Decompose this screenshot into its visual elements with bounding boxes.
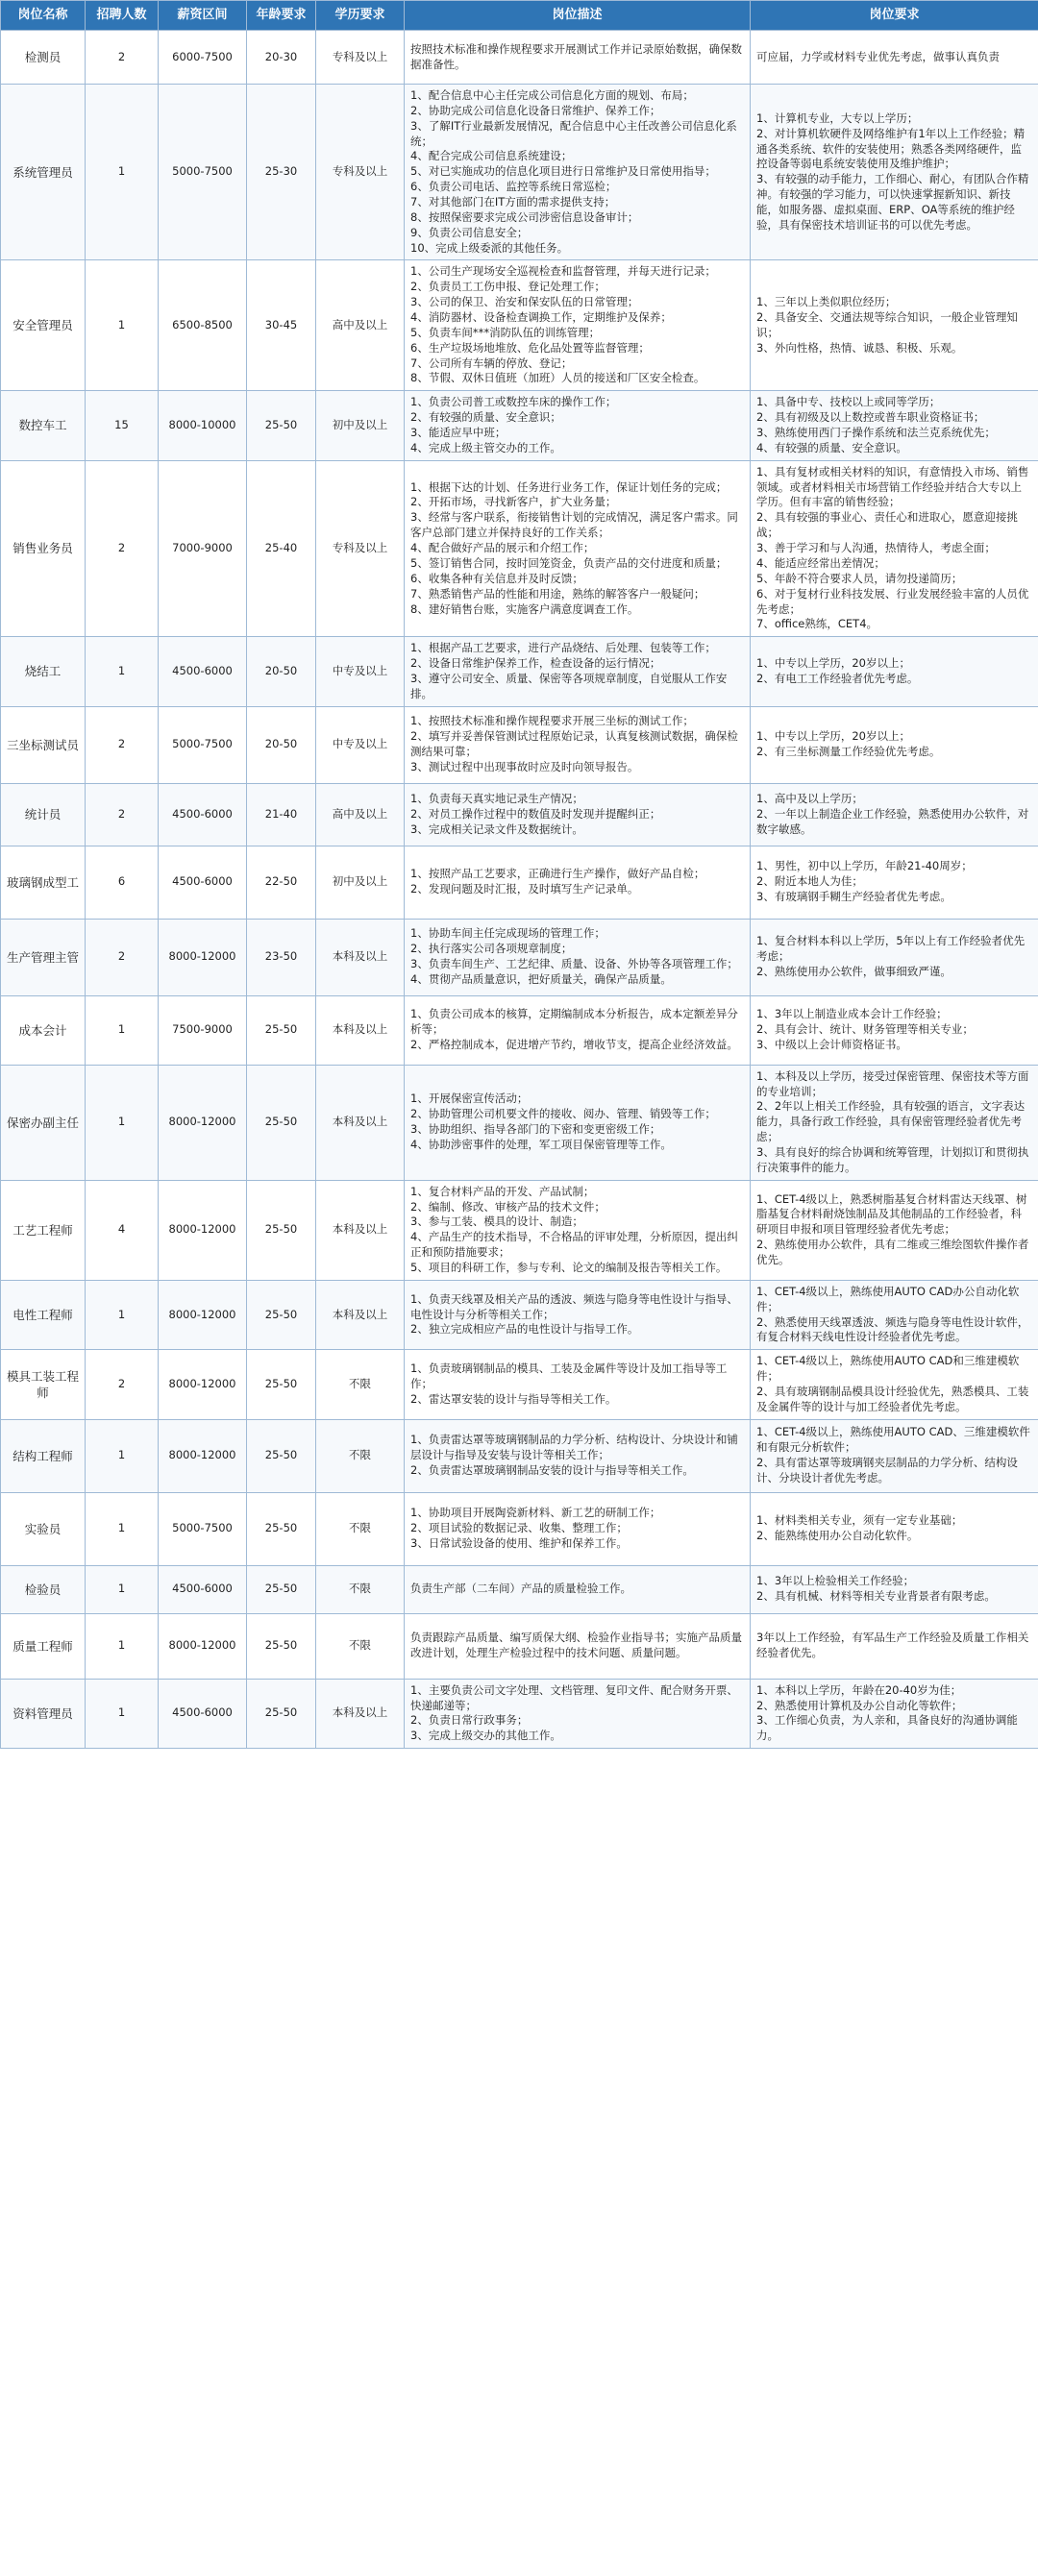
hire-count-cell: 1 [86, 85, 159, 260]
hire-count-cell: 4 [86, 1180, 159, 1280]
job-description-cell: 1、负责公司成本的核算，定期编制成本分析报告，成本定额差异分析等； 2、严格控制成本，促进增产节约，增收节支，提高企业经济效益。 [405, 995, 751, 1065]
salary-range-cell: 7500-9000 [159, 995, 247, 1065]
job-name-cell: 三坐标测试员 [1, 706, 86, 783]
header-cell-name: 岗位名称 [1, 1, 86, 31]
table-row [1, 1492, 1038, 1565]
table-row [1, 846, 1038, 919]
education-requirement-cell: 不限 [316, 1613, 405, 1679]
education-requirement-cell: 初中及以上 [316, 391, 405, 460]
hire-count-cell: 1 [86, 1419, 159, 1492]
age-requirement-cell: 25-50 [247, 1679, 316, 1748]
job-name-cell: 数控车工 [1, 391, 86, 460]
job-requirements-cell: 1、CET-4级以上，熟练使用AUTO CAD办公自动化软件； 2、熟悉使用天线罩透波、频选与隐身等电性设计软件，有复合材料天线电性设计经验者优先考虑。 [751, 1280, 1038, 1349]
education-requirement-cell: 专科及以上 [316, 31, 405, 85]
age-requirement-cell: 25-30 [247, 85, 316, 260]
education-requirement-cell: 本科及以上 [316, 1679, 405, 1748]
education-requirement-cell: 本科及以上 [316, 1180, 405, 1280]
job-name-cell: 烧结工 [1, 637, 86, 706]
job-name-cell: 资料管理员 [1, 1679, 86, 1748]
hire-count-cell: 2 [86, 919, 159, 995]
job-requirements-cell: 3年以上工作经验，有军品生产工作经验及质量工作相关经验者优先。 [751, 1613, 1038, 1679]
age-requirement-cell: 25-40 [247, 460, 316, 636]
age-requirement-cell: 25-50 [247, 1492, 316, 1565]
hire-count-cell: 2 [86, 460, 159, 636]
job-name-cell: 系统管理员 [1, 85, 86, 260]
job-name-cell: 实验员 [1, 1492, 86, 1565]
job-name-cell: 检测员 [1, 31, 86, 85]
job-name-cell: 销售业务员 [1, 460, 86, 636]
job-name-cell: 生产管理主管 [1, 919, 86, 995]
table-row [1, 637, 1038, 706]
hire-count-cell: 1 [86, 995, 159, 1065]
job-requirements-cell: 1、CET-4级以上，熟练使用AUTO CAD、三维建模软件和有限元分析软件； 2、具有雷达罩等玻璃钢夹层制品的力学分析、结构设计、分块设计者优先考虑。 [751, 1419, 1038, 1492]
salary-range-cell: 8000-12000 [159, 1180, 247, 1280]
table-row [1, 706, 1038, 783]
hire-count-cell: 1 [86, 1679, 159, 1748]
job-requirements-cell: 1、3年以上检验相关工作经验； 2、具有机械、材料等相关专业背景者有限考虑。 [751, 1565, 1038, 1613]
education-requirement-cell: 高中及以上 [316, 783, 405, 846]
age-requirement-cell: 25-50 [247, 1350, 316, 1419]
job-requirements-cell: 1、本科以上学历，年龄在20-40岁为佳； 2、熟悉使用计算机及办公自动化等软件； 3、工作细心负责，为人亲和，具备良好的沟通协调能力。 [751, 1679, 1038, 1748]
age-requirement-cell: 21-40 [247, 783, 316, 846]
salary-range-cell: 8000-12000 [159, 1065, 247, 1180]
salary-range-cell: 5000-7500 [159, 706, 247, 783]
salary-range-cell: 4500-6000 [159, 783, 247, 846]
hire-count-cell: 1 [86, 1065, 159, 1180]
hire-count-cell: 2 [86, 783, 159, 846]
education-requirement-cell: 专科及以上 [316, 85, 405, 260]
salary-range-cell: 4500-6000 [159, 846, 247, 919]
job-description-cell: 1、配合信息中心主任完成公司信息化方面的规划、布局； 2、协助完成公司信息化设备日常维护、保养工作； 3、了解IT行业最新发展情况，配合信息中心主任改善公司信息化系统； 4、配合完成公司信息系统建设； 5、对已实施成功的信息化项目进行日常维护及日常使用指导； 6、负责公司电话、监控等系统日常巡检； 7、对其他部门在IT方面的需求提供支持； 8、按照保密要求完成公司涉密信息设备审计； 9、负责公司信息安全； 10、完成上级委派的其他任务。 [405, 85, 751, 260]
job-name-cell: 玻璃钢成型工 [1, 846, 86, 919]
education-requirement-cell: 中专及以上 [316, 706, 405, 783]
job-name-cell: 质量工程师 [1, 1613, 86, 1679]
education-requirement-cell: 本科及以上 [316, 995, 405, 1065]
table-row [1, 1679, 1038, 1748]
hire-count-cell: 1 [86, 1492, 159, 1565]
job-requirements-cell: 1、材料类相关专业，须有一定专业基础； 2、能熟练使用办公自动化软件。 [751, 1492, 1038, 1565]
age-requirement-cell: 25-50 [247, 1065, 316, 1180]
header-row [1, 1, 1038, 31]
job-description-cell: 1、按照产品工艺要求，正确进行生产操作，做好产品自检； 2、发现问题及时汇报，及时填写生产记录单。 [405, 846, 751, 919]
education-requirement-cell: 不限 [316, 1350, 405, 1419]
table-row [1, 31, 1038, 85]
job-name-cell: 模具工装工程师 [1, 1350, 86, 1419]
job-requirements-cell: 1、复合材料本科以上学历，5年以上有工作经验者优先考虑； 2、熟练使用办公软件，做事细致严谨。 [751, 919, 1038, 995]
hire-count-cell: 6 [86, 846, 159, 919]
hire-count-cell: 15 [86, 391, 159, 460]
table-row [1, 1419, 1038, 1492]
salary-range-cell: 8000-12000 [159, 1350, 247, 1419]
job-description-cell: 1、根据下达的计划、任务进行业务工作，保证计划任务的完成； 2、开拓市场，寻找新客户，扩大业务量； 3、经常与客户联系，衔接销售计划的完成情况，满足客户需求。同客户总部门建立并保持良好的工作关系； 4、配合做好产品的展示和介绍工作； 5、签订销售合同，按时回笼资金，负责产品的交付进度和质量； 6、收集各种有关信息并及时反馈； 7、熟悉销售产品的性能和用途，熟练的解答客户一般疑问； 8、建好销售台账，实施客户满意度调查工作。 [405, 460, 751, 636]
hire-count-cell: 1 [86, 637, 159, 706]
job-description-cell: 1、协助项目开展陶瓷新材料、新工艺的研制工作； 2、项目试验的数据记录、收集、整理工作； 3、日常试验设备的使用、维护和保养工作。 [405, 1492, 751, 1565]
job-name-cell: 电性工程师 [1, 1280, 86, 1349]
job-description-cell: 1、公司生产现场安全巡视检查和监督管理，并每天进行记录； 2、负责员工工伤申报、登记处理工作； 3、公司的保卫、治安和保安队伍的日常管理； 4、消防器材、设备检查调换工作，定期维护及保养； 5、负责车间***消防队伍的训练管理； 6、生产垃圾场地堆放、危化品处置等监督管理； 7、公司所有车辆的停放、登记； 8、节假、双休日值班（加班）人员的接送和厂区安全检查。 [405, 260, 751, 391]
hire-count-cell: 2 [86, 31, 159, 85]
job-description-cell: 1、按照技术标准和操作规程要求开展三坐标的测试工作； 2、填写并妥善保管测试过程原始记录，认真复核测试数据，确保检测结果可靠； 3、测试过程中出现事故时应及时向领导报告。 [405, 706, 751, 783]
education-requirement-cell: 初中及以上 [316, 846, 405, 919]
job-name-cell: 安全管理员 [1, 260, 86, 391]
education-requirement-cell: 高中及以上 [316, 260, 405, 391]
salary-range-cell: 4500-6000 [159, 1679, 247, 1748]
job-requirements-cell: 1、男性，初中以上学历，年龄21-40周岁； 2、附近本地人为佳； 3、有玻璃钢手糊生产经验者优先考虑。 [751, 846, 1038, 919]
job-description-cell: 1、负责雷达罩等玻璃钢制品的力学分析、结构设计、分块设计和铺层设计与指导及安装与设计等相关工作； 2、负责雷达罩玻璃钢制品安装的设计与指导等相关工作。 [405, 1419, 751, 1492]
salary-range-cell: 4500-6000 [159, 637, 247, 706]
education-requirement-cell: 不限 [316, 1419, 405, 1492]
salary-range-cell: 5000-7500 [159, 1492, 247, 1565]
education-requirement-cell: 专科及以上 [316, 460, 405, 636]
job-description-cell: 1、开展保密宣传活动； 2、协助管理公司机要文件的接收、阅办、管理、销毁等工作； 3、协助组织、指导各部门的下密和变更密级工作； 4、协助涉密事件的处理，军工项目保密管理等工作。 [405, 1065, 751, 1180]
education-requirement-cell: 中专及以上 [316, 637, 405, 706]
age-requirement-cell: 25-50 [247, 1180, 316, 1280]
job-requirements-cell: 1、中专以上学历，20岁以上； 2、有电工工作经验者优先考虑。 [751, 637, 1038, 706]
job-description-cell: 1、负责天线罩及相关产品的透波、频选与隐身等电性设计与指导、电性设计与分析等相关工作； 2、独立完成相应产品的电性设计与指导工作。 [405, 1280, 751, 1349]
table-row [1, 995, 1038, 1065]
job-name-cell: 结构工程师 [1, 1419, 86, 1492]
salary-range-cell: 8000-10000 [159, 391, 247, 460]
job-requirements-cell: 可应届，力学或材料专业优先考虑，做事认真负责 [751, 31, 1038, 85]
education-requirement-cell: 不限 [316, 1565, 405, 1613]
job-name-cell: 保密办副主任 [1, 1065, 86, 1180]
job-requirements-cell: 1、CET-4级以上，熟练使用AUTO CAD和三维建模软件； 2、具有玻璃钢制品模具设计经验优先，熟悉模具、工装及金属件等的设计与加工经验者优先考虑。 [751, 1350, 1038, 1419]
education-requirement-cell: 不限 [316, 1492, 405, 1565]
education-requirement-cell: 本科及以上 [316, 1065, 405, 1180]
salary-range-cell: 7000-9000 [159, 460, 247, 636]
job-description-cell: 1、负责公司普工或数控车床的操作工作； 2、有较强的质量、安全意识； 3、能适应早中班； 4、完成上级主管交办的工作。 [405, 391, 751, 460]
job-description-cell: 1、负责玻璃钢制品的模具、工装及金属件等设计及加工指导等工作； 2、雷达罩安装的设计与指导等相关工作。 [405, 1350, 751, 1419]
age-requirement-cell: 25-50 [247, 1419, 316, 1492]
job-description-cell: 1、复合材料产品的开发、产品试制； 2、编制、修改、审核产品的技术文件； 3、参与工装、模具的设计、制造； 4、产品生产的技术指导，不合格品的评审处理，分析原因，提出纠正和预防措施要求； 5、项目的科研工作，参与专利、论文的编制及报告等相关工作。 [405, 1180, 751, 1280]
job-requirements-cell: 1、三年以上类似职位经历； 2、具备安全、交通法规等综合知识，一般企业管理知识； 3、外向性格，热情、诚恳、积极、乐观。 [751, 260, 1038, 391]
job-requirements-cell: 1、CET-4级以上，熟悉树脂基复合材料雷达天线罩、树脂基复合材料耐烧蚀制品及其他制品的工作经验者，科研项目申报和项目管理经验者优先考虑； 2、熟练使用办公软件，具有二维或三维绘图软件操作者优先。 [751, 1180, 1038, 1280]
job-requirements-cell: 1、计算机专业，大专以上学历； 2、对计算机软硬件及网络维护有1年以上工作经验；精通各类系统、软件的安装使用；熟悉各类网络硬件，监控设备等弱电系统安装使用及维护维护； 3、有较强的动手能力，工作细心、耐心，有团队合作精神。有较强的学习能力，可以快速掌握新知识、新技能，如服务器、虚拟桌面、ERP、OA等系统的维护经验，具有保密技术培训证书的可以优先考虑。 [751, 85, 1038, 260]
age-requirement-cell: 25-50 [247, 391, 316, 460]
table-row [1, 391, 1038, 460]
header-cell-count: 招聘人数 [86, 1, 159, 31]
header-cell-age: 年龄要求 [247, 1, 316, 31]
job-name-cell: 成本会计 [1, 995, 86, 1065]
salary-range-cell: 4500-6000 [159, 1565, 247, 1613]
table-row [1, 919, 1038, 995]
hire-count-cell: 1 [86, 1280, 159, 1349]
salary-range-cell: 6000-7500 [159, 31, 247, 85]
hire-count-cell: 1 [86, 260, 159, 391]
job-description-cell: 1、负责每天真实地记录生产情况； 2、对员工操作过程中的数值及时发现并提醒纠正； 3、完成相关记录文件及数据统计。 [405, 783, 751, 846]
table-row [1, 1613, 1038, 1679]
age-requirement-cell: 25-50 [247, 995, 316, 1065]
salary-range-cell: 8000-12000 [159, 1280, 247, 1349]
table-row [1, 460, 1038, 636]
hire-count-cell: 1 [86, 1613, 159, 1679]
salary-range-cell: 6500-8500 [159, 260, 247, 391]
job-description-cell: 1、协助车间主任完成现场的管理工作； 2、执行落实公司各项规章制度； 3、负责车间生产、工艺纪律、质量、设备、外协等各项管理工作； 4、贯彻产品质量意识，把好质量关，确保产品质量。 [405, 919, 751, 995]
job-requirements-cell: 1、本科及以上学历，接受过保密管理、保密技术等方面的专业培训； 2、2年以上相关工作经验，具有较强的语言，文字表达能力，具备行政工作经验，具有保密管理经验者优先考虑； 3、具有良好的综合协调和统筹管理，计划拟订和贯彻执行决策事件的能力。 [751, 1065, 1038, 1180]
age-requirement-cell: 25-50 [247, 1613, 316, 1679]
salary-range-cell: 8000-12000 [159, 919, 247, 995]
age-requirement-cell: 22-50 [247, 846, 316, 919]
job-description-cell: 1、主要负责公司文字处理、文档管理、复印文件、配合财务开票、快递邮递等； 2、负责日常行政事务； 3、完成上级交办的其他工作。 [405, 1679, 751, 1748]
table-row [1, 783, 1038, 846]
header-cell-salary: 薪资区间 [159, 1, 247, 31]
table-row [1, 1065, 1038, 1180]
job-requirements-cell: 1、中专以上学历，20岁以上； 2、有三坐标测量工作经验优先考虑。 [751, 706, 1038, 783]
job-requirements-cell: 1、具备中专、技校以上或同等学历； 2、具有初级及以上数控或普车职业资格证书； 3、熟练使用西门子操作系统和法兰克系统优先； 4、有较强的质量、安全意识。 [751, 391, 1038, 460]
header-cell-requirements: 岗位要求 [751, 1, 1038, 31]
salary-range-cell: 8000-12000 [159, 1613, 247, 1679]
table-row [1, 1350, 1038, 1419]
age-requirement-cell: 20-50 [247, 637, 316, 706]
age-requirement-cell: 25-50 [247, 1280, 316, 1349]
age-requirement-cell: 23-50 [247, 919, 316, 995]
job-name-cell: 工艺工程师 [1, 1180, 86, 1280]
age-requirement-cell: 20-50 [247, 706, 316, 783]
job-description-cell: 按照技术标准和操作规程要求开展测试工作并记录原始数据，确保数据准备性。 [405, 31, 751, 85]
table-row [1, 1180, 1038, 1280]
header-cell-education: 学历要求 [316, 1, 405, 31]
table-row [1, 1280, 1038, 1349]
header-cell-description: 岗位描述 [405, 1, 751, 31]
hire-count-cell: 1 [86, 1565, 159, 1613]
salary-range-cell: 5000-7500 [159, 85, 247, 260]
job-requirements-cell: 1、3年以上制造业成本会计工作经验； 2、具有会计、统计、财务管理等相关专业； 3、中级以上会计师资格证书。 [751, 995, 1038, 1065]
job-description-cell: 负责跟踪产品质量、编写质保大纲、检验作业指导书；实施产品质量改进计划，处理生产检验过程中的技术问题、质量问题。 [405, 1613, 751, 1679]
table-row [1, 85, 1038, 260]
job-requirements-cell: 1、具有复材或相关材料的知识，有意情投入市场、销售领域。或者材料相关市场营销工作经验并结合大专以上学历。但有丰富的销售经验； 2、具有较强的事业心、责任心和进取心，愿意迎接挑战； 3、善于学习和与人沟通，热情待人，考虑全面； 4、能适应经常出差情况； 5、年龄不符合要求人员，请勿投递简历； 6、对于复材行业科技发展、行业发展经验丰富的人员优先考虑； 7、office熟练，CET4。 [751, 460, 1038, 636]
table-row [1, 260, 1038, 391]
job-description-cell: 负责生产部（二车间）产品的质量检验工作。 [405, 1565, 751, 1613]
job-name-cell: 统计员 [1, 783, 86, 846]
age-requirement-cell: 20-30 [247, 31, 316, 85]
job-table-body [1, 31, 1038, 1749]
salary-range-cell: 8000-12000 [159, 1419, 247, 1492]
hire-count-cell: 2 [86, 706, 159, 783]
job-requirements-cell: 1、高中及以上学历； 2、一年以上制造企业工作经验，熟悉使用办公软件，对数字敏感。 [751, 783, 1038, 846]
education-requirement-cell: 本科及以上 [316, 1280, 405, 1349]
job-description-cell: 1、根据产品工艺要求，进行产品烧结、后处理、包装等工作； 2、设备日常维护保养工作，检查设备的运行情况； 3、遵守公司安全、质量、保密等各项规章制度，自觉服从工作安排。 [405, 637, 751, 706]
age-requirement-cell: 25-50 [247, 1565, 316, 1613]
table-row [1, 1565, 1038, 1613]
hire-count-cell: 2 [86, 1350, 159, 1419]
education-requirement-cell: 本科及以上 [316, 919, 405, 995]
job-name-cell: 检验员 [1, 1565, 86, 1613]
age-requirement-cell: 30-45 [247, 260, 316, 391]
